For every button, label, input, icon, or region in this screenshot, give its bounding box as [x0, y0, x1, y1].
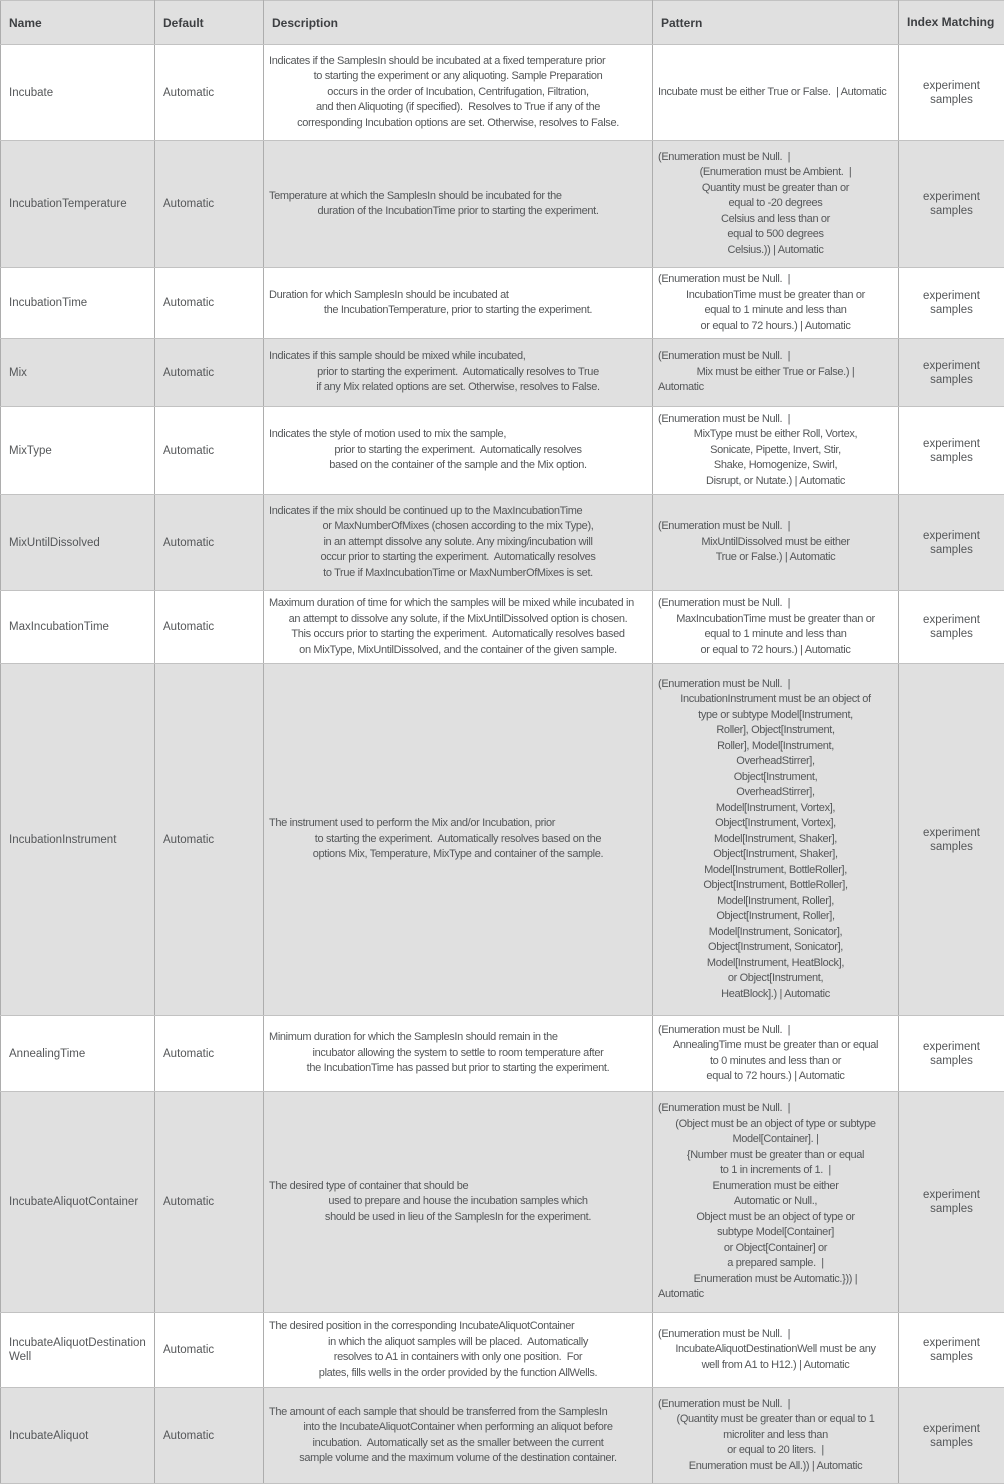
name-cell: IncubationTime	[1, 268, 155, 339]
table-row-mix-until-dissolved	[1, 495, 1004, 591]
name-cell: IncubationInstrument	[1, 664, 155, 1016]
index-matching-cell: experiment samples	[899, 45, 1004, 141]
table-row-mix-type	[1, 407, 1004, 495]
column-header-pattern: Pattern	[653, 1, 899, 45]
pattern-text: (Enumeration must be Null. | IncubationTime must be greater than or equal to 1 minute and less than or equal to 72 hours.) | Automatic	[658, 272, 893, 334]
description-text: Maximum duration of time for which the samples will be mixed while incubated in an attempt to dissolve any solute, if the MixUntilDissolved option is chosen. This occurs prior to starting the experiment. Automatically resolves based on MixType, MixUntilDissolved, and the container of the given sample.	[269, 596, 647, 658]
default-cell: Automatic	[155, 268, 264, 339]
description-cell	[264, 1313, 653, 1388]
default-cell: Automatic	[155, 45, 264, 141]
description-text: The desired position in the corresponding IncubateAliquotContainer in which the aliquot samples will be placed. Automatically resolves to A1 in containers with only one position. For plates, fills wells in the order provided by the function AllWells.	[269, 1319, 647, 1381]
description-cell	[264, 1388, 653, 1484]
pattern-text: (Enumeration must be Null. | (Object must be an object of type or subtype Model[Container]. | {Number must be greater than or equal to 1 in increments of 1. | Enumeration must be either Automatic or Null., Object must be an object of type or subtype Model[Container] or Object[Container] or a prepared sample. | Enumeration must be Automatic.})) | Automatic	[658, 1101, 893, 1303]
pattern-cell	[653, 591, 899, 664]
index-matching-cell: experiment samples	[899, 1313, 1004, 1388]
name-cell: MaxIncubationTime	[1, 591, 155, 664]
name-cell: IncubateAliquot	[1, 1388, 155, 1484]
pattern-cell	[653, 1388, 899, 1484]
default-cell: Automatic	[155, 664, 264, 1016]
name-cell: MixType	[1, 407, 155, 495]
pattern-cell	[653, 141, 899, 268]
index-matching-cell: experiment samples	[899, 664, 1004, 1016]
description-text: Indicates if the SamplesIn should be incubated at a fixed temperature prior to starting the experiment or any aliquoting. Sample Preparation occurs in the order of Incubation, Centrifugation, Filtration, and then Aliquoting (if specified). Resolves to True if any of the corresponding Incubation options are set. Otherwise, resolves to False.	[269, 54, 647, 132]
pattern-cell	[653, 1313, 899, 1388]
default-cell: Automatic	[155, 495, 264, 591]
pattern-text: (Enumeration must be Null. | IncubationInstrument must be an object of type or subtype Model[Instrument, Roller], Object[Instrument, Roller], Model[Instrument, OverheadStirrer], Object[Instrument, OverheadStirrer], Model[Instrument, Vortex], Object[Instrument, Vortex], Model[Instrument, Shaker], Object[Instrument, Shaker], Model[Instrument, BottleRoller], Object[Instrument, BottleRoller], Model[Instrument, Roller], Object[Instrument, Roller], Model[Instrument, Sonicator], Object[Instrument, Sonicator], Model[Instrument, HeatBlock], or Object[Instrument, HeatBlock].) | Automatic	[658, 677, 893, 1003]
table-row-mix	[1, 339, 1004, 407]
description-cell	[264, 1092, 653, 1313]
description-cell	[264, 45, 653, 141]
name-cell: MixUntilDissolved	[1, 495, 155, 591]
name-cell: IncubateAliquotContainer	[1, 1092, 155, 1313]
table-row-incubation-time	[1, 268, 1004, 339]
pattern-cell	[653, 1016, 899, 1092]
description-text: Indicates if this sample should be mixed while incubated, prior to starting the experiment. Automatically resolves to True if any Mix related options are set. Otherwise, resolves to False.	[269, 349, 647, 396]
pattern-cell	[653, 268, 899, 339]
table-row-incubate-aliquot-destination-well	[1, 1313, 1004, 1388]
pattern-text: Incubate must be either True or False. | Automatic	[658, 85, 893, 101]
index-matching-cell: experiment samples	[899, 141, 1004, 268]
name-cell: IncubationTemperature	[1, 141, 155, 268]
pattern-text: (Enumeration must be Null. | MaxIncubationTime must be greater than or equal to 1 minute and less than or equal to 72 hours.) | Automatic	[658, 596, 893, 658]
name-cell: AnnealingTime	[1, 1016, 155, 1092]
default-cell: Automatic	[155, 1313, 264, 1388]
pattern-text: (Enumeration must be Null. | Mix must be either True or False.) | Automatic	[658, 349, 893, 396]
table-row-incubate-aliquot-container	[1, 1092, 1004, 1313]
index-matching-cell: experiment samples	[899, 407, 1004, 495]
default-cell: Automatic	[155, 407, 264, 495]
index-matching-cell: experiment samples	[899, 1016, 1004, 1092]
index-matching-cell: experiment samples	[899, 1092, 1004, 1313]
pattern-text: (Enumeration must be Null. | (Quantity must be greater than or equal to 1 microliter and less than or equal to 20 liters. | Enumeration must be All.)) | Automatic	[658, 1397, 893, 1475]
pattern-text: (Enumeration must be Null. | AnnealingTime must be greater than or equal to 0 minutes and less than or equal to 72 hours.) | Automatic	[658, 1023, 893, 1085]
pattern-cell	[653, 339, 899, 407]
description-text: Indicates the style of motion used to mix the sample, prior to starting the experiment. Automatically resolves based on the container of the sample and the Mix option.	[269, 427, 647, 474]
name-cell: IncubateAliquotDestinationWell	[1, 1313, 155, 1388]
default-cell: Automatic	[155, 591, 264, 664]
default-cell: Automatic	[155, 1092, 264, 1313]
description-cell	[264, 1016, 653, 1092]
description-text: Temperature at which the SamplesIn should be incubated for the duration of the IncubationTime prior to starting the experiment.	[269, 189, 647, 220]
column-header-name: Name	[1, 1, 155, 45]
table-row-incubate	[1, 45, 1004, 141]
index-matching-cell: experiment samples	[899, 1388, 1004, 1484]
description-cell	[264, 141, 653, 268]
pattern-text: (Enumeration must be Null. | (Enumeration must be Ambient. | Quantity must be greater than or equal to -20 degrees Celsius and less than or equal to 500 degrees Celsius.)) | Automatic	[658, 150, 893, 259]
column-header-description: Description	[264, 1, 653, 45]
description-text: Minimum duration for which the SamplesIn should remain in the incubator allowing the system to settle to room temperature after the IncubationTime has passed but prior to starting the experiment.	[269, 1030, 647, 1077]
description-text: Indicates if the mix should be continued up to the MaxIncubationTime or MaxNumberOfMixes (chosen according to the mix Type), in an attempt dissolve any solute. Any mixing/incubation will occur prior to starting the experiment. Automatically resolves to True if MaxIncubationTime or MaxNumberOfMixes is set.	[269, 504, 647, 582]
description-text: The desired type of container that should be used to prepare and house the incubation samples which should be used in lieu of the SamplesIn for the experiment.	[269, 1179, 647, 1226]
description-text: The amount of each sample that should be transferred from the SamplesIn into the IncubateAliquotContainer when performing an aliquot before incubation. Automatically set as the smaller between the current sample volume and the maximum volume of the destination container.	[269, 1405, 647, 1467]
name-cell: Mix	[1, 339, 155, 407]
description-cell	[264, 339, 653, 407]
name-cell: Incubate	[1, 45, 155, 141]
table-row-incubation-temperature	[1, 141, 1004, 268]
description-cell	[264, 495, 653, 591]
description-text: The instrument used to perform the Mix and/or Incubation, prior to starting the experiment. Automatically resolves based on the options Mix, Temperature, MixType and container of the sample.	[269, 816, 647, 863]
table-row-incubate-aliquot	[1, 1388, 1004, 1484]
index-matching-cell: experiment samples	[899, 268, 1004, 339]
description-text: Duration for which SamplesIn should be incubated at the IncubationTemperature, prior to starting the experiment.	[269, 288, 647, 319]
description-cell	[264, 591, 653, 664]
default-cell: Automatic	[155, 1388, 264, 1484]
column-header-default: Default	[155, 1, 264, 45]
description-cell	[264, 664, 653, 1016]
index-matching-cell: experiment samples	[899, 495, 1004, 591]
pattern-cell	[653, 1092, 899, 1313]
default-cell: Automatic	[155, 339, 264, 407]
description-cell	[264, 268, 653, 339]
pattern-text: (Enumeration must be Null. | MixUntilDissolved must be either True or False.) | Automatic	[658, 519, 893, 566]
default-cell: Automatic	[155, 1016, 264, 1092]
pattern-text: (Enumeration must be Null. | IncubateAliquotDestinationWell must be any well from A1 to H12.) | Automatic	[658, 1327, 893, 1374]
index-matching-cell: experiment samples	[899, 339, 1004, 407]
default-cell: Automatic	[155, 141, 264, 268]
pattern-text: (Enumeration must be Null. | MixType must be either Roll, Vortex, Sonicate, Pipette, Invert, Stir, Shake, Homogenize, Swirl, Disrupt, or Nutate.) | Automatic	[658, 412, 893, 490]
table-row-incubation-instrument	[1, 664, 1004, 1016]
pattern-cell	[653, 495, 899, 591]
header-row	[1, 1, 1004, 45]
pattern-cell	[653, 407, 899, 495]
table-row-annealing-time	[1, 1016, 1004, 1092]
table-row-max-incubation-time	[1, 591, 1004, 664]
index-matching-cell: experiment samples	[899, 591, 1004, 664]
description-cell	[264, 407, 653, 495]
pattern-cell	[653, 45, 899, 141]
column-header-index-matching: Index Matching	[899, 1, 1004, 45]
pattern-cell	[653, 664, 899, 1016]
